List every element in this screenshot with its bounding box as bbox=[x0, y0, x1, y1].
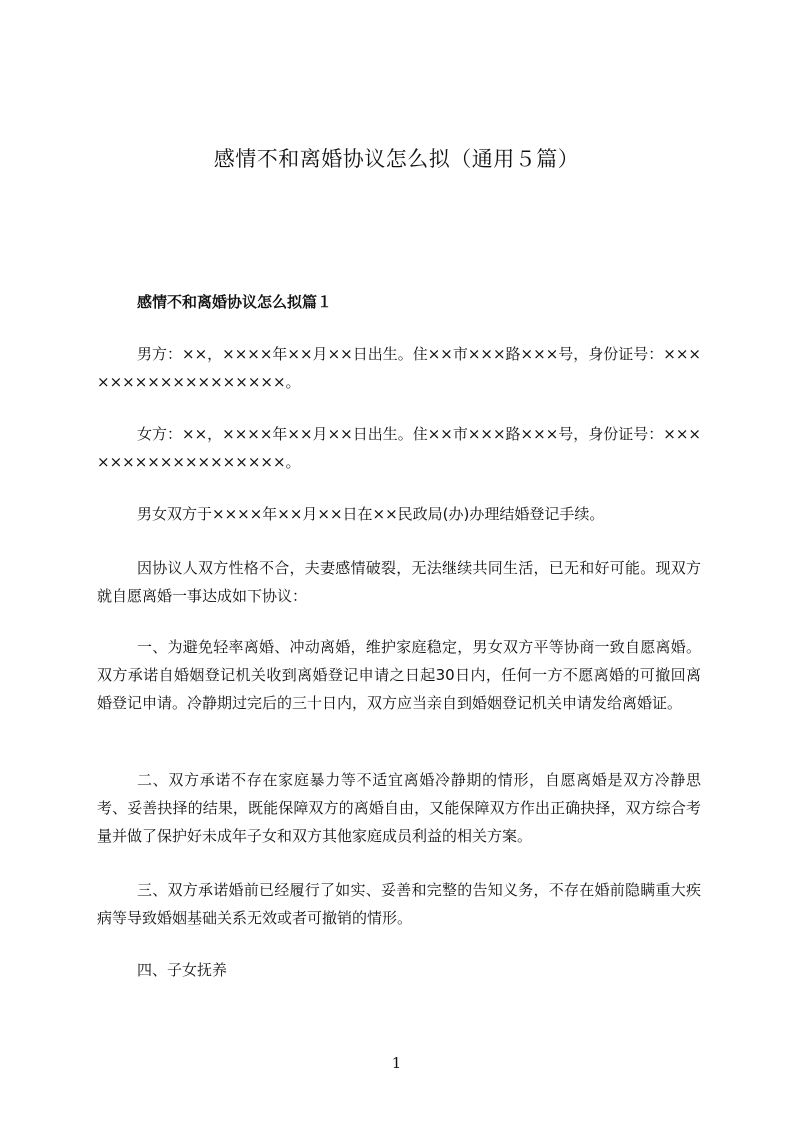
paragraph-marriage-registration: 男女双方于××××年××月××日在××民政局(办)办理结婚登记手续。 bbox=[137, 505, 605, 523]
paragraph-clause-3: 三、双方承诺婚前已经履行了如实、妥善和完整的告知义务，不存在婚前隐瞒重大疾病等导致婚姻基础关系无效或者可撤销的情形。 bbox=[97, 881, 701, 927]
paragraph-divorce-reason: 因协议人双方性格不合，夫妻感情破裂，无法继续共同生活，已无和好可能。现双方就自愿离婚一事达成如下协议： bbox=[97, 559, 701, 605]
section-heading: 感情不和离婚协议怎么拟篇１ bbox=[137, 293, 333, 311]
paragraph-wife-info: 女方：××，××××年××月××日出生。住××市×××路×××号，身份证号：××××××××××××××××××。 bbox=[97, 425, 701, 471]
paragraph-clause-1: 一、为避免轻率离婚、冲动离婚，维护家庭稳定，男女双方平等协商一致自愿离婚。双方承诺自婚姻登记机关收到离婚登记申请之日起30日内，任何一方不愿离婚的可撤回离婚登记申请。冷静期过完后的三十日内，双方应当亲自到婚姻登记机关申请发给离婚证。 bbox=[97, 638, 701, 712]
paragraph-clause-4-heading: 四、子女抚养 bbox=[137, 961, 228, 979]
page-number: 1 bbox=[391, 1054, 402, 1072]
document-title: 感情不和离婚协议怎么拟（通用５篇） bbox=[213, 147, 580, 171]
paragraph-husband-info: 男方：××，××××年××月××日出生。住××市×××路×××号，身份证号：××××××××××××××××××。 bbox=[97, 345, 701, 391]
paragraph-clause-2: 二、双方承诺不存在家庭暴力等不适宜离婚冷静期的情形，自愿离婚是双方冷静思考、妥善抉择的结果，既能保障双方的离婚自由，又能保障双方作出正确抉择，双方综合考量并做了保护好未成年子女和双方其他家庭成员利益的相关方案。 bbox=[97, 771, 701, 845]
